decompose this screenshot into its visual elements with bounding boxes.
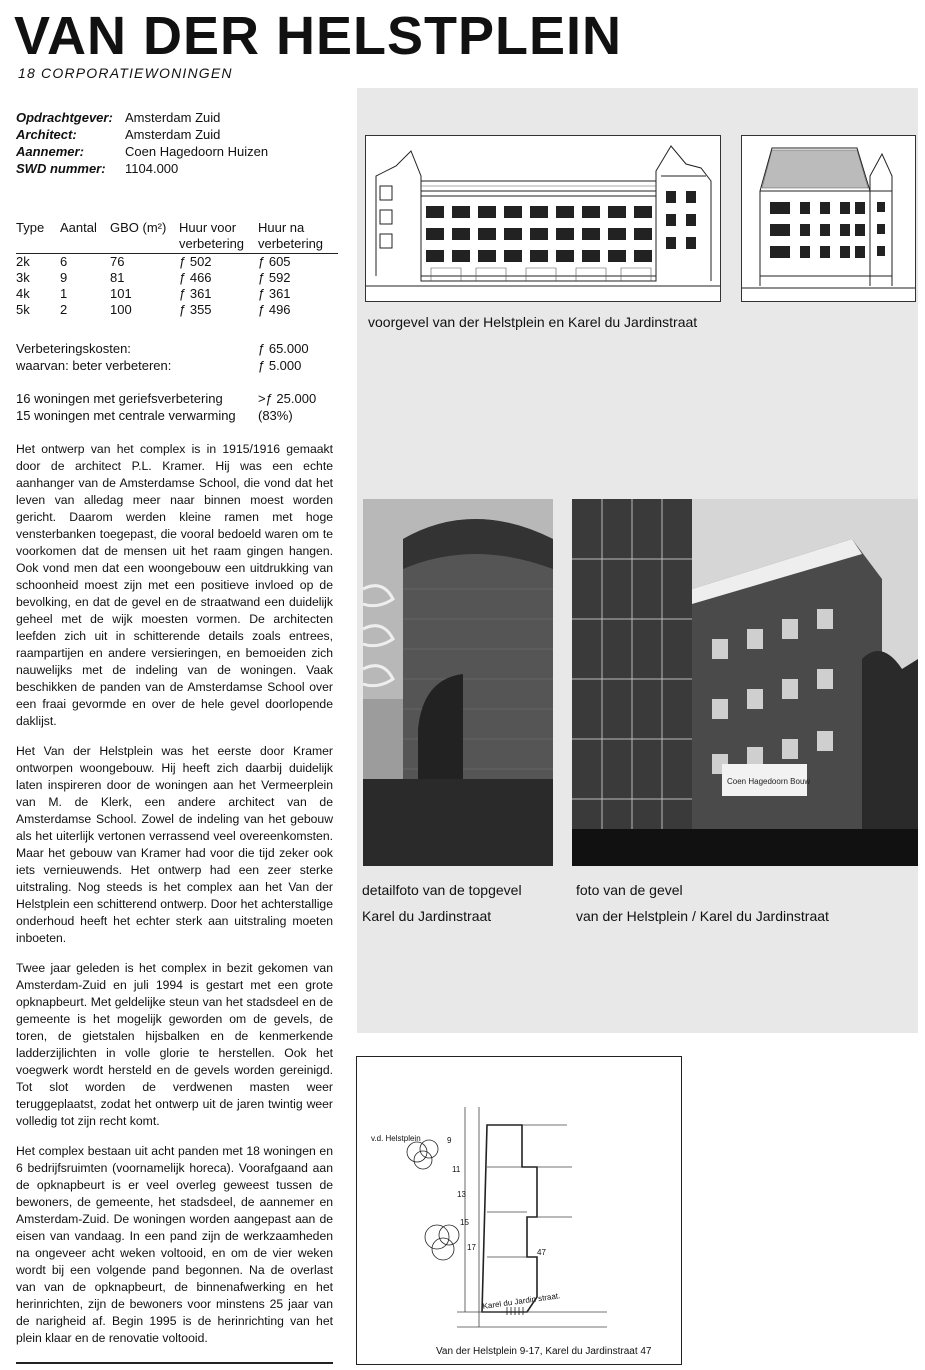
table-cell: ƒ 361 [258,286,291,301]
rent-table-header [16,219,338,254]
map-caption: Van der Helstplein 9-17, Karel du Jardinstraat 47 [436,1346,652,1357]
detail-photo [363,499,553,866]
bottom-rule [16,1362,333,1364]
page-title: VAN DER HELSTPLEIN [14,6,623,66]
meta-row [16,109,268,126]
facade-photo [572,499,918,866]
rent-table [16,219,338,318]
table-cell: ƒ 605 [258,254,291,269]
detail-caption-line: detailfoto van de topgevel [362,882,522,898]
table-cell: 2k [16,254,30,269]
meta-value: Coen Hagedoorn Huizen [125,144,269,159]
rent-header-cell: Huur voor verbetering [179,220,245,251]
map-house-number: 11 [452,1165,461,1174]
improvement-label: 16 woningen met geriefsverbetering [16,391,223,406]
table-cell: 5k [16,302,30,317]
improvement-value: (83%) [258,408,293,423]
rent-header-cell: GBO (m²) [110,220,167,235]
map-house-number: 17 [467,1243,476,1252]
improvement-row [16,407,316,424]
cost-value: ƒ 65.000 [258,341,309,356]
contractor-sign: Coen Hagedoorn Bouw [727,777,811,786]
map-square-label: v.d. Helstplein [371,1134,421,1143]
meta-label: Architect: [16,127,77,142]
elevation-side-svg [742,136,915,301]
meta-row [16,126,268,143]
improvement-label: 15 woningen met centrale verwarming [16,408,236,423]
table-cell: ƒ 592 [258,270,291,285]
facade-photo-caption [576,877,829,929]
facade-caption-line: van der Helstplein / Karel du Jardinstraat [576,908,829,924]
table-cell: ƒ 361 [179,286,212,301]
table-row [16,254,338,271]
map-house-number: 13 [457,1190,466,1199]
map-house-number: 9 [447,1136,452,1145]
map-house-number: 15 [460,1218,469,1227]
detail-caption-line: Karel du Jardinstraat [362,908,492,924]
map-house-number: 47 [537,1248,546,1257]
meta-row [16,160,268,177]
body-paragraph: Het ontwerp van het complex is in 1915/1916 gemaakt door de architect P.L. Kramer. Hij was een echte aanhanger van de Amsterdamse School, die vond dat het leven van alledag meer naar binnen moest worden gericht. Daarom werden kleine ramen met hoge vensterbanken toegepast, die vooral bedoeld waren om te voorkomen dat de mensen uit het raam gingen hangen. Ook vond men dat een woongebouw een uitdrukking van schoonheid moest zijn met een positieve invloed op de bevolking, en dat de gevel en de straatwand een duidelijk geheel met de wijk moesten vormen. De architecten leefden zich uit in schitterende details zoals entrees, raampartijen en andere versieringen, en bemoeiden zich nauwelijks met de indeling van de woningen. Vaak beschikken de panden van de Amsterdamse School over een fraai gevormde en over de hele gevel doorlopende daklijst. [16,442,333,728]
improvement-value: >ƒ 25.000 [258,391,317,406]
table-cell: 100 [110,302,132,317]
cost-value: ƒ 5.000 [258,358,302,373]
site-map-svg [357,1057,681,1364]
meta-label: Aannemer: [16,144,84,159]
cost-label: Verbeteringskosten: [16,341,131,356]
table-row [16,302,338,318]
table-cell: ƒ 466 [179,270,212,285]
map-street-label: Karel du Jardin straat. [482,1291,561,1311]
facade-photo-svg [572,499,918,866]
meta-label: Opdrachtgever: [16,110,113,125]
table-cell: 6 [60,254,68,269]
elevation-drawing-side [741,135,916,302]
meta-value: Amsterdam Zuid [125,127,221,142]
detail-photo-caption [362,877,522,929]
table-cell: 1 [60,286,68,301]
meta-row [16,143,268,160]
project-meta [16,109,268,177]
elevation-caption: voorgevel van der Helstplein en Karel du Jardinstraat [368,314,698,330]
table-cell: ƒ 496 [258,302,291,317]
table-cell: 9 [60,270,68,285]
rent-header-cell: Huur na verbetering [258,220,324,251]
costs-block [16,340,309,374]
detail-photo-svg [363,499,553,866]
body-paragraph: Het Van der Helstplein was het eerste door Kramer ontworpen woongebouw. Hij heeft zich daarbij duidelijk laten inspireren door de woningen aan het Vermeerplein van M. de Klerk, een andere architect van de Amsterdamse School. Zowel de indeling van het gebouw als het uiterlijk vertonen verrassend veel overeenkomsten. Maar het gebouw van Kramer had voor die tijd zeker ook iets vernieuwends. Het ontwerp had een zeer sterke uitstraling. Nog steeds is het complex aan het Van der Helstplein een schitterend ontwerp. Door het achterstallige onderhoud heeft het echter sterk aan uitstraling moeten inboeten. [16,744,333,945]
meta-value: Amsterdam Zuid [125,110,221,125]
table-cell: ƒ 355 [179,302,212,317]
rent-header-cell: Type [16,220,45,235]
site-map [356,1056,682,1365]
cost-label: waarvan: beter verbeteren: [16,358,172,373]
table-cell: 2 [60,302,68,317]
table-cell: 3k [16,270,30,285]
meta-label: SWD nummer: [16,161,106,176]
table-cell: 101 [110,286,132,301]
body-paragraph: Het complex bestaan uit acht panden met 18 woningen en 6 bedrijfsruimten (voornamelijk horeca). Voorafgaand aan de opknapbeurt is er veel overleg geweest tussen de bewoners, de gemeente, het stadsdeel, de aannemer en Amsterdam-Zuid. De woningen worden aangepast aan de eisen van vandaag. In een pand zijn de werkzaamheden na ongeveer acht weken voltooid, en om de vier weken wordt bij een volgende pand begonnen. Na de overlast van van de opknapbeurt, de binnenafwerking en het herinrichten, zijn de bewoners voor minstens 25 jaar van de narigheid af. Begin 1995 is de herinrichting van het plein klaar en de renovatie voltooid. [16,1144,333,1345]
body-paragraph: Twee jaar geleden is het complex in bezit gekomen van Amsterdam-Zuid en juli 1994 is gestart met een grote opknapbeurt. Met geldelijke steun van het stadsdeel en de gemeente is het mogelijk geworden om de gevels, de toren, de gietstalen hijsbalken en de kenmerkende ladderzijlichten in volle glorie te herstellen. Ook het voegwerk wordt hersteld en de gevels worden gereinigd. Tot slot worden de verdwenen masten weer teruggeplaatst, zodat het ontwerp uit de jaren twintig weer volledig tot zijn recht komt. [16,961,333,1128]
cost-row [16,357,309,374]
table-cell: 76 [110,254,125,269]
table-cell: 81 [110,270,125,285]
improvements-block [16,390,316,424]
improvement-row [16,390,316,407]
meta-value: 1104.000 [125,161,179,176]
table-row [16,270,338,286]
rent-header-cell: Aantal [60,220,97,235]
table-cell: ƒ 502 [179,254,212,269]
cost-row [16,340,309,357]
table-cell: 4k [16,286,30,301]
page-subtitle: 18 CORPORATIEWONINGEN [18,65,233,81]
table-row [16,286,338,302]
facade-caption-line: foto van de gevel [576,882,683,898]
elevation-front-svg [366,136,720,301]
elevation-drawing-front [365,135,721,302]
